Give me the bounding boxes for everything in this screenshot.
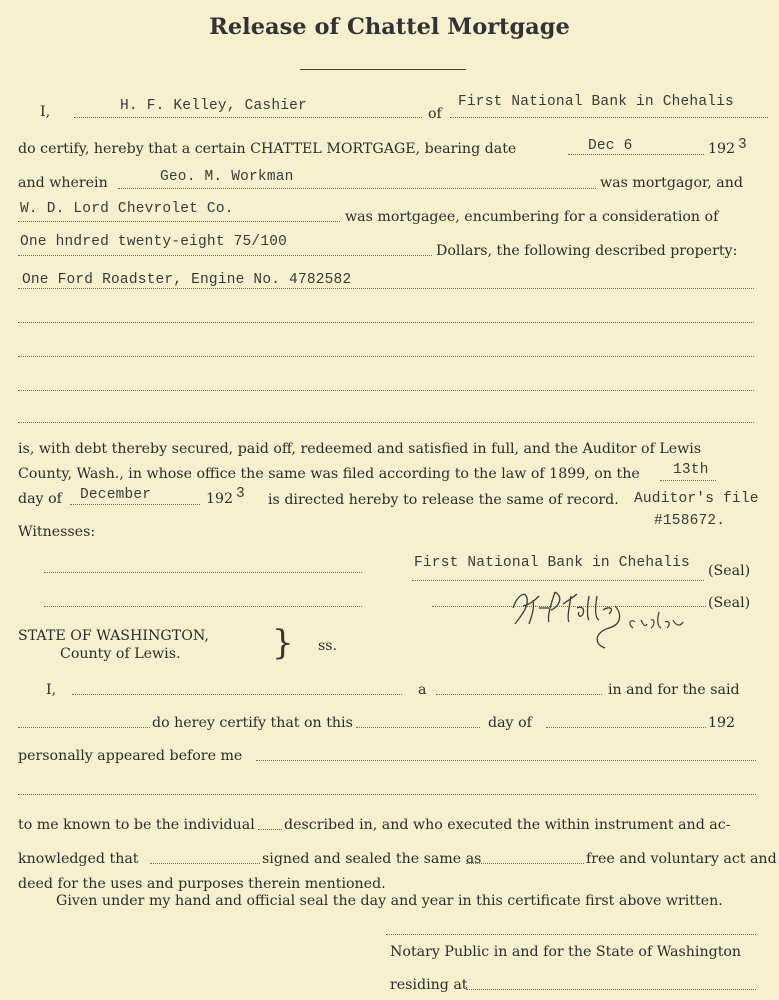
field-auditor-label: Auditor's file (634, 491, 759, 507)
jurisdiction-line (18, 727, 150, 728)
label-year-prefix: 192 (708, 141, 736, 157)
label-in-and-for: in and for the said (608, 682, 740, 698)
field-day: 13th (673, 462, 709, 478)
notary-day-line (356, 727, 480, 728)
brace-icon: } (272, 623, 294, 663)
consideration-line (18, 255, 432, 256)
label-of: of (428, 106, 442, 122)
label-i: I, (40, 104, 51, 120)
field-date: Dec 6 (588, 138, 633, 154)
satisfied-line-2: County, Wash., in whose office the same was filed according to the law of 1899, on the (18, 466, 640, 482)
label-release: is directed hereby to release the same of record. (268, 492, 619, 508)
witness-line-2 (44, 606, 362, 607)
notary-name-line (72, 694, 402, 695)
field-property: One Ford Roadster, Engine No. 4782582 (22, 272, 352, 288)
field-month: December (80, 487, 152, 503)
notary-title-line (436, 694, 602, 695)
notary-month-line (546, 727, 706, 728)
personally-line (256, 760, 756, 761)
day-line (660, 480, 716, 481)
date-line (568, 154, 704, 155)
field-year-digit-2: 3 (236, 486, 245, 502)
bank-line (450, 117, 768, 118)
notary-signature-line (386, 934, 756, 935)
label-day-of: day of (18, 491, 62, 507)
label-ack-b: signed and sealed the same as (262, 851, 482, 867)
title-rule (300, 69, 466, 70)
label-year-prefix-2: 192 (206, 491, 234, 507)
field-auditor-file: #158672. (654, 513, 726, 529)
label-residing: residing at (390, 977, 468, 993)
label-year-2: 192 (708, 715, 736, 731)
month-line (70, 504, 200, 505)
property-line-3 (18, 356, 754, 357)
label-notary-a: a (418, 682, 427, 698)
label-ack-a: knowledged that (18, 851, 139, 867)
property-line-5 (18, 422, 754, 423)
individual-line (258, 829, 282, 830)
label-known-b: described in, and who executed the within instrument and ac- (284, 817, 731, 833)
witness-line-1 (44, 572, 362, 573)
label-known-a: to me known to be the individual (18, 817, 255, 833)
residing-line (466, 989, 756, 990)
label-witnesses: Witnesses: (18, 524, 96, 540)
mortgagee-line (18, 221, 340, 222)
field-signer-bank: First National Bank in Chehalis (414, 555, 690, 571)
label-and-wherein: and wherein (18, 175, 108, 191)
name-line (74, 117, 422, 118)
field-bank: First National Bank in Chehalis (458, 94, 734, 110)
signature-text: H.F. Kelley (511, 578, 517, 579)
property-line-2 (18, 322, 754, 323)
field-mortgagee: W. D. Lord Chevrolet Co. (20, 201, 234, 217)
label-was-mortgagee: was mortgagee, encumbering for a consideration of (345, 209, 719, 225)
label-day-of-2: day of (488, 715, 532, 731)
field-year-digit: 3 (738, 137, 747, 153)
field-consideration: One hndred twenty-eight 75/100 (20, 234, 288, 250)
property-line-4 (18, 390, 754, 391)
satisfied-line-1: is, with debt thereby secured, paid off, redeemed and satisfied in full, and the Auditor of Lewis (18, 441, 702, 457)
ack-line-2 (466, 863, 584, 864)
label-notary-public: Notary Public in and for the State of Washington (390, 944, 742, 960)
label-notary-i: I, (46, 682, 57, 698)
label-seal-1: (Seal) (708, 563, 751, 579)
label-dollars: Dollars, the following described property: (436, 243, 738, 259)
label-ack-c: free and voluntary act and (586, 851, 777, 867)
label-personally: personally appeared before me (18, 748, 243, 764)
signature-title-text: Cashier (635, 578, 639, 579)
handwritten-signature (505, 578, 725, 650)
mortgagor-line (118, 188, 596, 189)
ack-line-1 (150, 863, 260, 864)
label-county: County of Lewis. (60, 646, 181, 662)
field-mortgagor: Geo. M. Workman (160, 169, 294, 185)
label-given: Given under my hand and official seal the day and year in this certificate first above written. (56, 893, 723, 909)
label-deed: deed for the uses and purposes therein mentioned. (18, 876, 386, 892)
property-line-1 (18, 288, 754, 289)
label-was-mortgagor: was mortgagor, and (600, 175, 743, 191)
field-name: H. F. Kelley, Cashier (120, 98, 307, 114)
personally-line-2 (18, 794, 756, 795)
label-seal-2: (Seal) (708, 595, 751, 611)
document-title: Release of Chattel Mortgage (209, 14, 570, 40)
label-ss: ss. (318, 638, 338, 654)
label-certify: do certify, hereby that a certain CHATTEL MORTGAGE, bearing date (18, 141, 517, 157)
label-do-herey: do herey certify that on this (152, 715, 353, 731)
label-state: STATE OF WASHINGTON, (18, 628, 209, 644)
